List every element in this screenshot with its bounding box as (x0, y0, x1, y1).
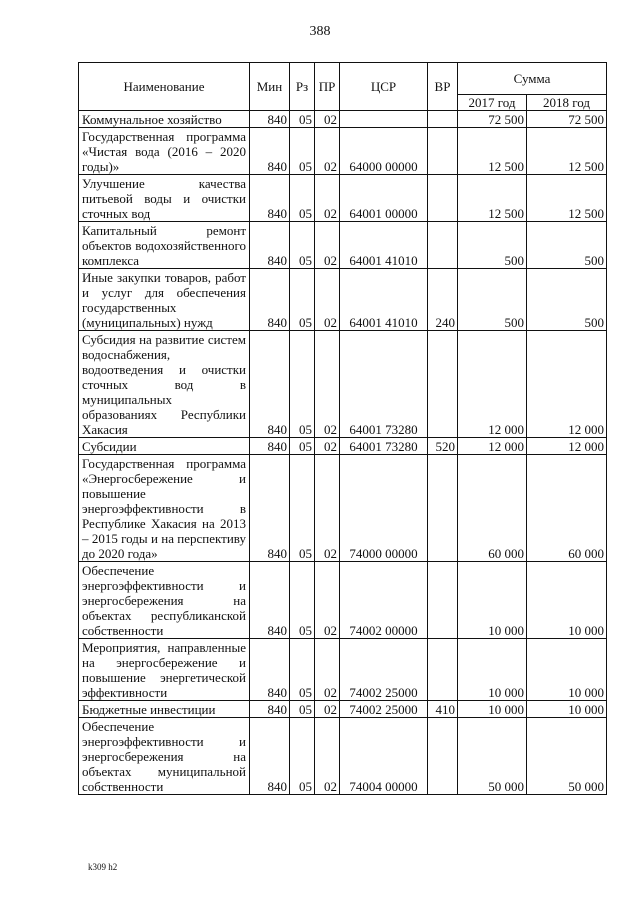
table-row (79, 455, 607, 562)
row-pr-cell: 02 (315, 128, 340, 175)
row-csr-cell: 74002 25000 (340, 701, 428, 718)
row-2018-cell: 12 000 (527, 331, 607, 438)
table-row (79, 701, 607, 718)
row-min-cell: 840 (250, 269, 290, 331)
row-2018-cell: 72 500 (527, 111, 607, 128)
table-row (79, 331, 607, 438)
row-pr-cell: 02 (315, 111, 340, 128)
row-rz-cell: 05 (290, 701, 315, 718)
row-2018-cell: 10 000 (527, 562, 607, 639)
row-csr-cell (340, 111, 428, 128)
header-sum: Сумма (458, 63, 607, 95)
row-csr-cell: 64001 00000 (340, 175, 428, 222)
row-name-cell: Субсидия на развитие систем водоснабжения, водоотведения и очистки сточных вод в муниципальных образованиях Республики Хакасия (79, 331, 250, 438)
header-pr: ПР (315, 63, 340, 111)
budget-table (78, 62, 607, 795)
table-row (79, 269, 607, 331)
table-body (79, 111, 607, 795)
header-year-2018: 2018 год (527, 95, 607, 111)
row-vr-cell (428, 718, 458, 795)
header-rz: Рз (290, 63, 315, 111)
row-name-cell: Бюджетные инвестиции (79, 701, 250, 718)
row-pr-cell: 02 (315, 639, 340, 701)
row-min-cell: 840 (250, 128, 290, 175)
row-2017-cell: 500 (458, 222, 527, 269)
footer-code: k309 h2 (88, 862, 118, 872)
row-pr-cell: 02 (315, 222, 340, 269)
row-pr-cell: 02 (315, 562, 340, 639)
row-csr-cell: 74000 00000 (340, 455, 428, 562)
row-min-cell: 840 (250, 718, 290, 795)
row-vr-cell: 520 (428, 438, 458, 455)
table-row (79, 175, 607, 222)
row-name-cell: Улучшение качества питьевой воды и очистки сточных вод (79, 175, 250, 222)
row-min-cell: 840 (250, 331, 290, 438)
row-min-cell: 840 (250, 455, 290, 562)
row-csr-cell: 64001 73280 (340, 438, 428, 455)
table-row (79, 128, 607, 175)
table-row (79, 562, 607, 639)
row-csr-cell: 74002 00000 (340, 562, 428, 639)
row-2017-cell: 10 000 (458, 701, 527, 718)
row-rz-cell: 05 (290, 128, 315, 175)
row-pr-cell: 02 (315, 438, 340, 455)
header-vr: ВР (428, 63, 458, 111)
row-2018-cell: 12 000 (527, 438, 607, 455)
table-row (79, 639, 607, 701)
row-min-cell: 840 (250, 438, 290, 455)
row-pr-cell: 02 (315, 331, 340, 438)
row-rz-cell: 05 (290, 639, 315, 701)
row-name-cell: Государственная программа «Чистая вода (2016 – 2020 годы)» (79, 128, 250, 175)
row-2018-cell: 50 000 (527, 718, 607, 795)
row-pr-cell: 02 (315, 455, 340, 562)
row-csr-cell: 64001 73280 (340, 331, 428, 438)
row-2018-cell: 500 (527, 269, 607, 331)
row-min-cell: 840 (250, 562, 290, 639)
row-name-cell: Капитальный ремонт объектов водохозяйственного комплекса (79, 222, 250, 269)
header-csr: ЦСР (340, 63, 428, 111)
row-2017-cell: 50 000 (458, 718, 527, 795)
table-row (79, 718, 607, 795)
row-rz-cell: 05 (290, 331, 315, 438)
row-2018-cell: 500 (527, 222, 607, 269)
header-min: Мин (250, 63, 290, 111)
row-2017-cell: 500 (458, 269, 527, 331)
row-pr-cell: 02 (315, 701, 340, 718)
header-name: Наименование (79, 63, 250, 111)
row-name-cell: Обеспечение энергоэффективности и энергосбережения на объектах муниципальной собственности (79, 718, 250, 795)
row-rz-cell: 05 (290, 222, 315, 269)
row-vr-cell: 240 (428, 269, 458, 331)
row-vr-cell: 410 (428, 701, 458, 718)
row-min-cell: 840 (250, 111, 290, 128)
row-rz-cell: 05 (290, 718, 315, 795)
row-pr-cell: 02 (315, 269, 340, 331)
row-rz-cell: 05 (290, 175, 315, 222)
row-rz-cell: 05 (290, 111, 315, 128)
row-csr-cell: 64001 41010 (340, 222, 428, 269)
row-min-cell: 840 (250, 175, 290, 222)
row-name-cell: Иные закупки товаров, работ и услуг для обеспечения государственных (муниципальных) нужд (79, 269, 250, 331)
row-vr-cell (428, 639, 458, 701)
row-2018-cell: 12 500 (527, 128, 607, 175)
row-vr-cell (428, 455, 458, 562)
table-row (79, 438, 607, 455)
row-2018-cell: 60 000 (527, 455, 607, 562)
row-2018-cell: 12 500 (527, 175, 607, 222)
row-2017-cell: 12 500 (458, 128, 527, 175)
row-rz-cell: 05 (290, 562, 315, 639)
row-pr-cell: 02 (315, 718, 340, 795)
row-2018-cell: 10 000 (527, 639, 607, 701)
row-min-cell: 840 (250, 701, 290, 718)
row-2017-cell: 60 000 (458, 455, 527, 562)
row-name-cell: Обеспечение энергоэффективности и энергосбережения на объектах республиканской собственности (79, 562, 250, 639)
row-rz-cell: 05 (290, 455, 315, 562)
row-csr-cell: 74004 00000 (340, 718, 428, 795)
row-vr-cell (428, 111, 458, 128)
row-2017-cell: 12 000 (458, 331, 527, 438)
table-row (79, 111, 607, 128)
row-2017-cell: 12 000 (458, 438, 527, 455)
row-name-cell: Субсидии (79, 438, 250, 455)
row-2018-cell: 10 000 (527, 701, 607, 718)
row-csr-cell: 74002 25000 (340, 639, 428, 701)
row-name-cell: Коммунальное хозяйство (79, 111, 250, 128)
table-row (79, 222, 607, 269)
row-csr-cell: 64000 00000 (340, 128, 428, 175)
page-number: 388 (309, 24, 331, 39)
row-vr-cell (428, 175, 458, 222)
header-year-2017: 2017 год (458, 95, 527, 111)
row-2017-cell: 12 500 (458, 175, 527, 222)
row-min-cell: 840 (250, 222, 290, 269)
row-vr-cell (428, 128, 458, 175)
row-name-cell: Мероприятия, направленные на энергосбережение и повышение энергетической эффективности (79, 639, 250, 701)
row-min-cell: 840 (250, 639, 290, 701)
row-vr-cell (428, 222, 458, 269)
row-name-cell: Государственная программа «Энергосбережение и повышение энергоэффективности в Республике Хакасия на 2013 – 2015 годы и на перспективу до 2020 года» (79, 455, 250, 562)
row-vr-cell (428, 331, 458, 438)
row-vr-cell (428, 562, 458, 639)
row-rz-cell: 05 (290, 438, 315, 455)
row-rz-cell: 05 (290, 269, 315, 331)
row-2017-cell: 72 500 (458, 111, 527, 128)
row-pr-cell: 02 (315, 175, 340, 222)
row-2017-cell: 10 000 (458, 562, 527, 639)
row-csr-cell: 64001 41010 (340, 269, 428, 331)
row-2017-cell: 10 000 (458, 639, 527, 701)
